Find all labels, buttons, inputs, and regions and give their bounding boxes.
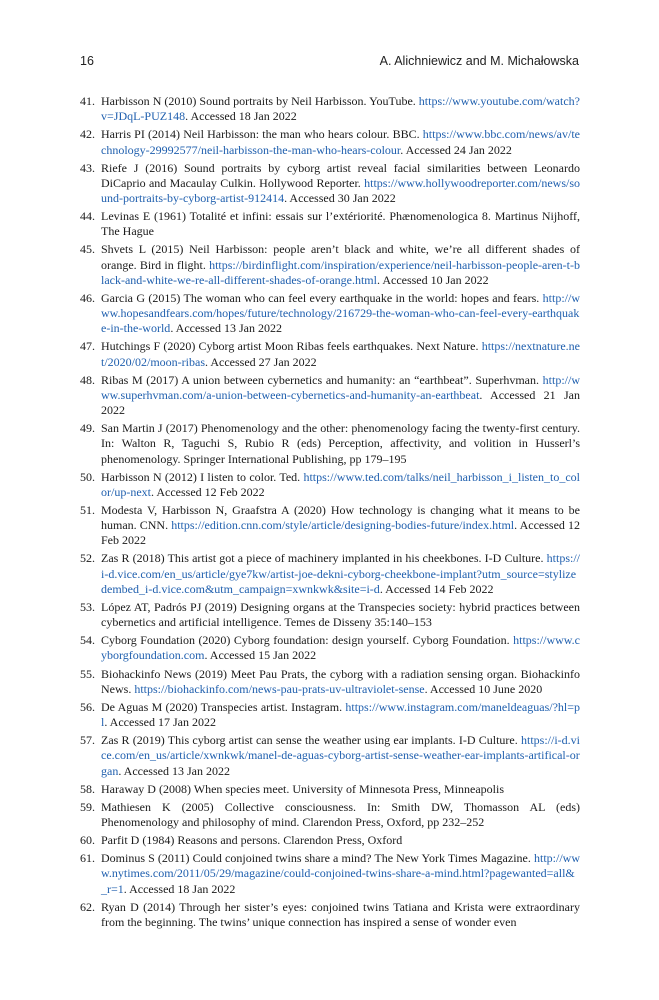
reference-text: Haraway D (2008) When species meet. University of Minnesota Press, Minneapolis bbox=[101, 781, 505, 796]
reference-text: Riefe J (2016) Sound portraits by cyborg artist reveal facial similarities between Leonardo DiCaprio and Macaulay Culkin. Hollywood Reporter. bbox=[101, 160, 580, 190]
reference-item bbox=[80, 291, 580, 337]
reference-text: López AT, Padrós PJ (2019) Designing organs at the Transpecies society: hybrid practices between cybernetics and artificial intelligence. Temes de Disseny 35:140–153 bbox=[101, 599, 580, 630]
reference-text: Zas R (2018) This artist got a piece of machinery implanted in his cheekbones. I-D Culture. bbox=[101, 551, 547, 566]
reference-accessed: . Accessed 10 June 2020 bbox=[424, 681, 543, 696]
reference-text: Biohackinfo News (2019) Meet Pau Prats, the cyborg with a radiation sensing organ. Biohackinfo News. bbox=[101, 666, 580, 696]
reference-text: Shvets L (2015) Neil Harbisson: people aren’t black and white, we’re all different shades of orange. Bird in flight. bbox=[101, 242, 580, 272]
reference-text: Harris PI (2014) Neil Harbisson: the man who hears colour. BBC. bbox=[101, 127, 423, 142]
reference-link[interactable]: https://www.instagram.com/maneldeaguas/?hl=pl bbox=[101, 699, 580, 730]
reference-accessed: . Accessed 21 Jan 2022 bbox=[101, 387, 580, 418]
reference-item bbox=[80, 421, 580, 467]
reference-item bbox=[80, 833, 580, 848]
page-header bbox=[80, 54, 579, 70]
reference-link[interactable]: https://www.youtube.com/watch?v=JDqL-PUZ148 bbox=[101, 94, 580, 124]
reference-number: 46. bbox=[80, 290, 95, 305]
reference-number: 45. bbox=[80, 242, 95, 257]
reference-number: 54. bbox=[80, 633, 95, 648]
reference-link[interactable]: http://www.nytimes.com/2011/05/29/magazine/could-conjoined-twins-share-a-mind.html?pagewanted=all&_r=1 bbox=[101, 851, 580, 896]
reference-item bbox=[80, 242, 580, 288]
reference-number: 42. bbox=[80, 127, 95, 142]
reference-number: 43. bbox=[80, 160, 95, 175]
reference-text: Harbisson N (2012) I listen to color. Ted. bbox=[101, 469, 304, 484]
reference-item bbox=[80, 470, 580, 500]
reference-item bbox=[80, 209, 580, 239]
reference-text: Modesta V, Harbisson N, Graafstra A (2020) How technology is changing what it means to be human. CNN. bbox=[101, 502, 580, 533]
reference-text: Levinas E (1961) Totalité et infini: essais sur l’extériorité. Phænomenologica 8. Martinus Nijhoff, The Hague bbox=[101, 209, 580, 239]
reference-item bbox=[80, 782, 580, 797]
reference-number: 61. bbox=[80, 851, 95, 866]
reference-item bbox=[80, 700, 580, 730]
reference-item bbox=[80, 667, 580, 697]
reference-item bbox=[80, 161, 580, 207]
reference-accessed: . Accessed 17 Jan 2022 bbox=[104, 715, 216, 730]
reference-link[interactable]: https://www.hollywoodreporter.com/news/sound-portraits-by-cyborg-artist-912414 bbox=[101, 175, 580, 205]
reference-text: Harbisson N (2010) Sound portraits by Neil Harbisson. YouTube. bbox=[101, 94, 419, 108]
reference-link[interactable]: https://biohackinfo.com/news-pau-prats-uv-ultraviolet-sense bbox=[134, 681, 425, 696]
reference-accessed: . Accessed 27 Jan 2022 bbox=[205, 354, 317, 369]
reference-item bbox=[80, 600, 580, 630]
reference-number: 50. bbox=[80, 469, 95, 484]
reference-number: 41. bbox=[80, 94, 95, 108]
running-head: A. Alichniewicz and M. Michałowska bbox=[379, 54, 579, 68]
reference-text: Hutchings F (2020) Cyborg artist Moon Ribas feels earthquakes. Next Nature. bbox=[101, 339, 482, 354]
reference-accessed: . Accessed 18 Jan 2022 bbox=[185, 109, 297, 124]
reference-link[interactable]: https://birdinflight.com/inspiration/experience/neil-harbisson-people-aren-t-black-and-white-we-re-all-different-shades-of-orange.html bbox=[101, 257, 580, 287]
reference-number: 56. bbox=[80, 699, 95, 714]
reference-item bbox=[80, 339, 580, 369]
reference-number: 48. bbox=[80, 372, 95, 387]
reference-accessed: . Accessed 24 Jan 2022 bbox=[400, 142, 512, 157]
reference-accessed: . Accessed 12 Feb 2022 bbox=[101, 518, 580, 548]
reference-item bbox=[80, 900, 580, 930]
reference-accessed: . Accessed 14 Feb 2022 bbox=[379, 581, 494, 596]
reference-link[interactable]: https://i-d.vice.com/en_us/article/gye7kw/artist-joe-dekni-cyborg-cheekbone-implant?utm_source=stylizedembed_i-d.vice.com&utm_campaign=xwnkwk&site=i-d bbox=[101, 551, 580, 596]
reference-item bbox=[80, 851, 580, 897]
reference-link[interactable]: https://www.bbc.com/news/av/technology-29992577/neil-harbisson-the-man-who-hears-colour bbox=[101, 127, 580, 157]
reference-accessed: . Accessed 10 Jan 2022 bbox=[376, 272, 489, 287]
reference-text: San Martin J (2017) Phenomenology and the other: phenomenology facing the twenty-first century. In: Walton R, Taguchi S, Rubio R (eds) Perception, affectivity, and volition in Husserl’s phenomenology. Springer International Publishing, pp 179–195 bbox=[101, 421, 580, 466]
reference-text: Zas R (2019) This cyborg artist can sense the weather using ear implants. I-D Culture. bbox=[101, 733, 521, 748]
reference-text: Ribas M (2017) A union between cybernetics and humanity: an “earthbeat”. Superhvman. bbox=[101, 372, 543, 387]
reference-text: Cyborg Foundation (2020) Cyborg foundation: design yourself. Cyborg Foundation. bbox=[101, 633, 514, 648]
reference-link[interactable]: http://www.hopesandfears.com/hopes/future/technology/216729-the-woman-who-can-feel-every-earthquake-in-the-world bbox=[101, 290, 580, 336]
reference-number: 44. bbox=[80, 209, 95, 224]
reference-number: 59. bbox=[80, 799, 95, 814]
reference-link[interactable]: https://www.ted.com/talks/neil_harbisson_i_listen_to_color/up-next bbox=[101, 469, 580, 499]
reference-item bbox=[80, 373, 580, 419]
reference-text: Dominus S (2011) Could conjoined twins share a mind? The New York Times Magazine. bbox=[101, 851, 534, 866]
reference-text: De Aguas M (2020) Transpecies artist. Instagram. bbox=[101, 699, 346, 714]
reference-number: 49. bbox=[80, 421, 95, 436]
reference-text: Parfit D (1984) Reasons and persons. Clarendon Press, Oxford bbox=[101, 833, 403, 848]
reference-text: Mathiesen K (2005) Collective consciousness. In: Smith DW, Thomasson AL (eds) Phenomenology and philosophy of mind. Clarendon Press, Oxford, pp 232–252 bbox=[101, 799, 580, 829]
reference-text: Ryan D (2014) Through her sister’s eyes: conjoined twins Tatiana and Krista were extraordinary from the beginning. The twins’ unique connection has inspired a sense of wonder even bbox=[101, 899, 580, 929]
reference-item bbox=[80, 551, 580, 597]
reference-number: 47. bbox=[80, 339, 95, 354]
reference-number: 51. bbox=[80, 502, 95, 517]
reference-number: 60. bbox=[80, 833, 95, 848]
reference-item bbox=[80, 733, 580, 779]
reference-item bbox=[80, 94, 580, 124]
reference-number: 62. bbox=[80, 899, 95, 914]
reference-item bbox=[80, 633, 580, 663]
reference-link[interactable]: https://www.cyborgfoundation.com bbox=[101, 633, 580, 663]
reference-link[interactable]: https://nextnature.net/2020/02/moon-ribas bbox=[101, 339, 580, 369]
reference-item bbox=[80, 800, 580, 830]
reference-link[interactable]: http://www.superhvman.com/a-union-between-cybernetics-and-humanity-an-earthbeat bbox=[101, 372, 580, 402]
reference-accessed: . Accessed 13 Jan 2022 bbox=[118, 763, 230, 778]
reference-item bbox=[80, 503, 580, 549]
page-number: 16 bbox=[80, 54, 94, 68]
reference-link[interactable]: https://i-d.vice.com/en_us/article/xwnkwk/manel-de-aguas-cyborg-artist-sense-weather-ear-implants-artifical-organ bbox=[101, 733, 580, 778]
reference-link[interactable]: https://edition.cnn.com/style/article/designing-bodies-future/index.html bbox=[171, 518, 515, 533]
reference-text: Garcia G (2015) The woman who can feel every earthquake in the world: hopes and fears. bbox=[101, 290, 543, 305]
reference-number: 55. bbox=[80, 666, 95, 681]
reference-list bbox=[80, 94, 580, 933]
reference-accessed: . Accessed 12 Feb 2022 bbox=[151, 484, 265, 499]
reference-accessed: . Accessed 30 Jan 2022 bbox=[284, 191, 396, 205]
reference-accessed: . Accessed 13 Jan 2022 bbox=[170, 321, 282, 336]
reference-accessed: . Accessed 18 Jan 2022 bbox=[123, 881, 236, 896]
reference-number: 57. bbox=[80, 733, 95, 748]
reference-number: 53. bbox=[80, 599, 95, 614]
reference-accessed: . Accessed 15 Jan 2022 bbox=[204, 648, 317, 663]
reference-item bbox=[80, 127, 580, 157]
reference-number: 58. bbox=[80, 781, 95, 796]
reference-number: 52. bbox=[80, 551, 95, 566]
